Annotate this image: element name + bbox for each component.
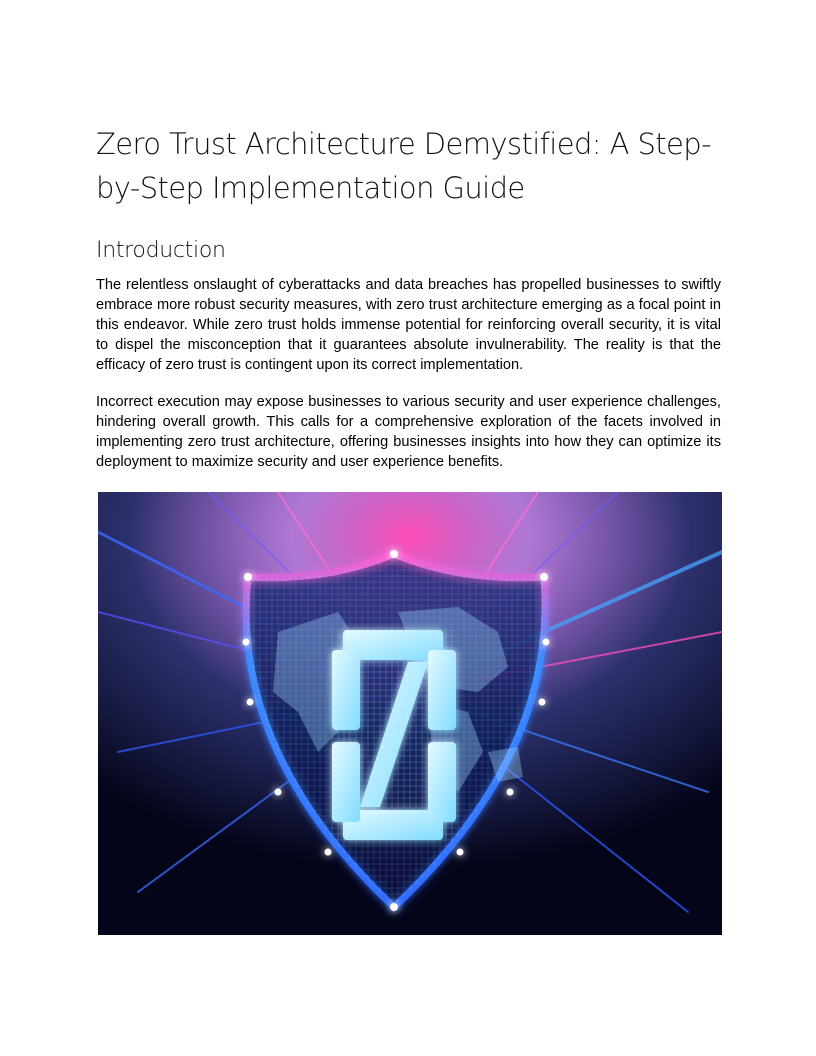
zero-trust-shield-illustration (98, 492, 722, 935)
intro-paragraph-1: The relentless onslaught of cyberattacks and data breaches has propelled businesses to swiftly embrace more robust security measures, with zero trust architecture emerging as a focal point in this endeavor. While zero trust holds immense potential for reinforcing overall security, it is vital to dispel the misconception that it guarantees absolute invulnerability. The reality is that the efficacy of zero trust is contingent upon its correct implementation. (96, 277, 721, 373)
section-heading-introduction: Introduction (96, 238, 226, 263)
document-title: Zero Trust Architecture Demystified: A Step-by-Step Implementation Guide (96, 127, 711, 205)
zero-digit-icon (332, 630, 456, 840)
intro-paragraph-2: Incorrect execution may expose businesses to various security and user experience challenges, hindering overall growth. This calls for a comprehensive exploration of the facets involved in implementing zero trust architecture, offering businesses insights into how they can optimize its deployment to maximize security and user experience benefits. (96, 394, 721, 470)
